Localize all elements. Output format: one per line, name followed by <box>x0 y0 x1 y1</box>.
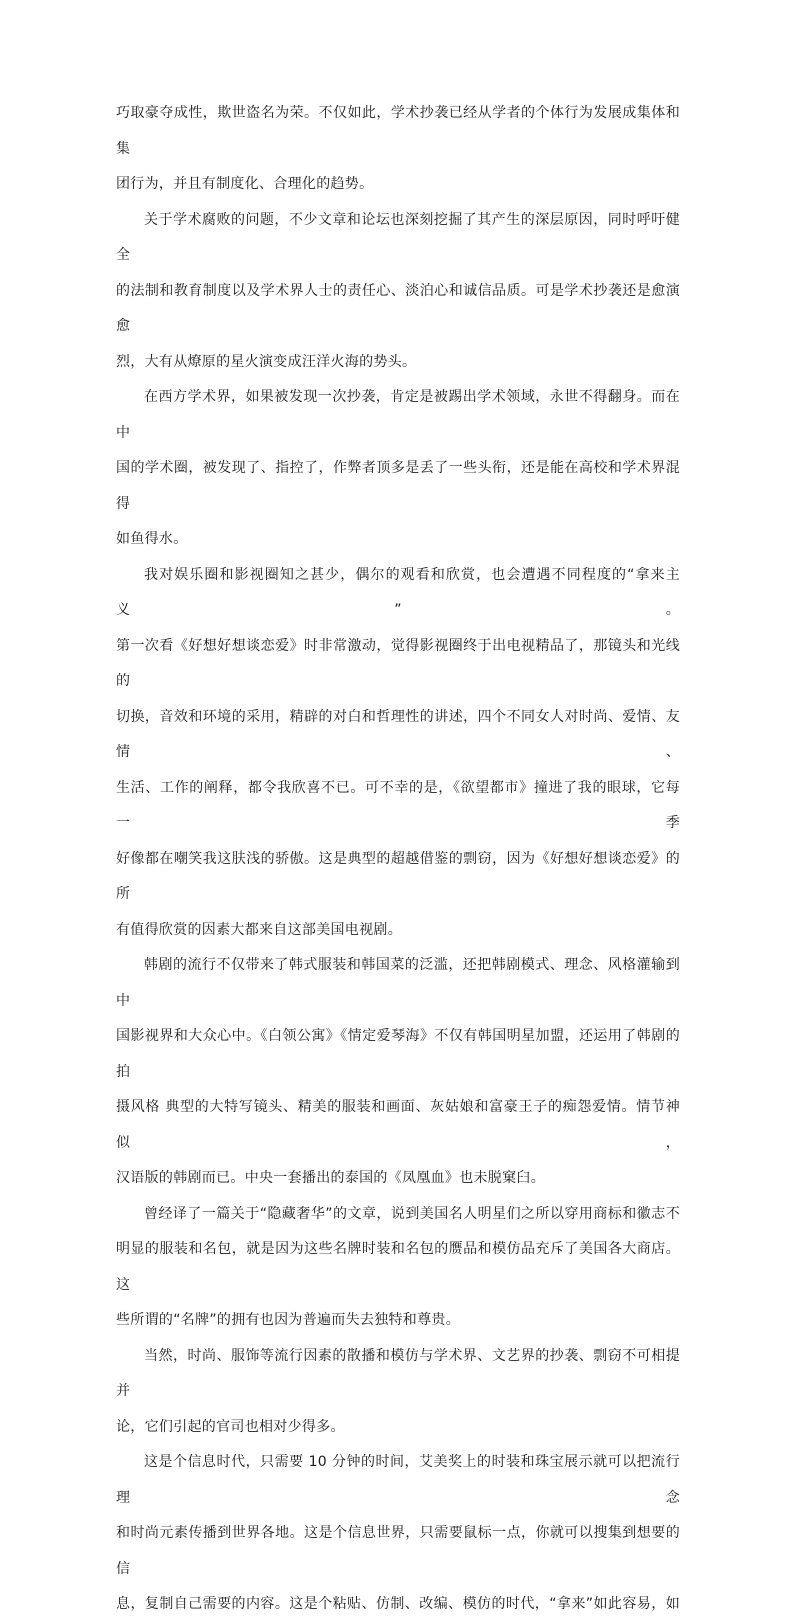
paragraph-6-line-3: 些所谓的“名牌”的拥有也因为普遍而失去独特和尊贵。 <box>116 1312 461 1328</box>
paragraph-8-line-3: 息，复制自己需要的内容。这是个粘贴、仿制、改编、模仿的时代，“拿来”如此容易，如 <box>116 1596 680 1612</box>
paragraph-4-line-3: 切换，音效和环境的采用，精辟的对白和哲理性的讲述，四个不同女人对时尚、爱情、友情、 <box>116 708 680 760</box>
paragraph-5-line-4: 汉语版的韩剧而已。中央一套播出的泰国的《凤凰血》也未脱窠臼。 <box>116 1170 545 1186</box>
paragraph-5-line-2: 国影视界和大众心中。《白领公寓》《情定爱琴海》不仅有韩国明星加盟，还运用了韩剧的拍 <box>116 1028 680 1080</box>
paragraph-4-line-5: 好像都在嘲笑我这肤浅的骄傲。这是典型的超越借鉴的剽窃，因为《好想好想谈恋爱》的所 <box>116 850 680 902</box>
document-body <box>116 96 680 1623</box>
paragraph-6-line-2: 明显的服装和名包，就是因为这些名牌时装和名包的赝品和模仿品充斥了美国各大商店。这 <box>116 1241 680 1293</box>
paragraph-4-line-6: 有值得欣赏的因素大都来自这部美国电视剧。 <box>116 921 402 938</box>
paragraph-7-line-2: 论，它们引起的官司也相对少得多。 <box>116 1418 345 1435</box>
paragraph-5-line-1: 韩剧的流行不仅带来了韩式服装和韩国菜的泛滥，还把韩剧模式、理念、风格灌输到中 <box>116 957 680 1009</box>
paragraph-5-line-3: 摄风格 典型的大特写镜头、精美的服装和画面、灰姑娘和富豪王子的痴怨爱情。情节神似， <box>116 1099 680 1151</box>
paragraph-8-line-2: 和时尚元素传播到世界各地。这是个信息世界，只需要鼠标一点，你就可以搜集到想要的信 <box>116 1525 680 1577</box>
paragraph-2-line-2: 的法制和教育制度以及学术界人士的责任心、淡泊心和诚信品质。可是学术抄袭还是愈演愈 <box>116 282 680 334</box>
paragraph-8-line-1: 这是个信息时代，只需要 10 分钟的时间，艾美奖上的时装和珠宝展示就可以把流行理念 <box>116 1454 680 1506</box>
paragraph-3-line-2: 国的学术圈，被发现了、指控了，作弊者顶多是丢了一些头衔，还是能在高校和学术界混得 <box>116 460 680 512</box>
paragraph-1-line-2: 团行为，并且有制度化、合理化的趋势。 <box>116 176 374 192</box>
paragraph-4-line-1: 我对娱乐圈和影视圈知之甚少，偶尔的观看和欣赏，也会遭遇不同程度的“拿来主义”。 <box>116 566 680 618</box>
paragraph-4-line-4: 生活、工作的阐释，都令我欣喜不已。可不幸的是，《欲望都市》撞进了我的眼球，它每一季 <box>116 779 680 831</box>
paragraph-3-line-1: 在西方学术界，如果被发现一次抄袭，肯定是被踢出学术领域，永世不得翻身。而在中 <box>116 389 680 441</box>
paragraph-4-line-2: 第一次看《好想好想谈恋爱》时非常激动，觉得影视圈终于出电视精品了，那镜头和光线的 <box>116 637 680 689</box>
paragraph-6-line-1: 曾经译了一篇关于“隐藏奢华”的文章，说到美国名人明星们之所以穿用商标和徽志不 <box>144 1205 680 1222</box>
paragraph-3-line-3: 如鱼得水。 <box>116 531 188 547</box>
paragraph-2-line-3: 烈，大有从燎原的星火演变成汪洋火海的势头。 <box>116 353 417 370</box>
paragraph-1-line-1: 巧取豪夺成性，欺世盗名为荣。不仅如此，学术抄袭已经从学者的个体行为发展成集体和集 <box>116 105 680 157</box>
paragraph-2-line-1: 关于学术腐败的问题，不少文章和论坛也深刻挖掘了其产生的深层原因，同时呼吁健全 <box>116 211 680 263</box>
paragraph-7-line-1: 当然，时尚、服饰等流行因素的散播和模仿与学术界、文艺界的抄袭、剽窃不可相提并 <box>116 1347 680 1399</box>
